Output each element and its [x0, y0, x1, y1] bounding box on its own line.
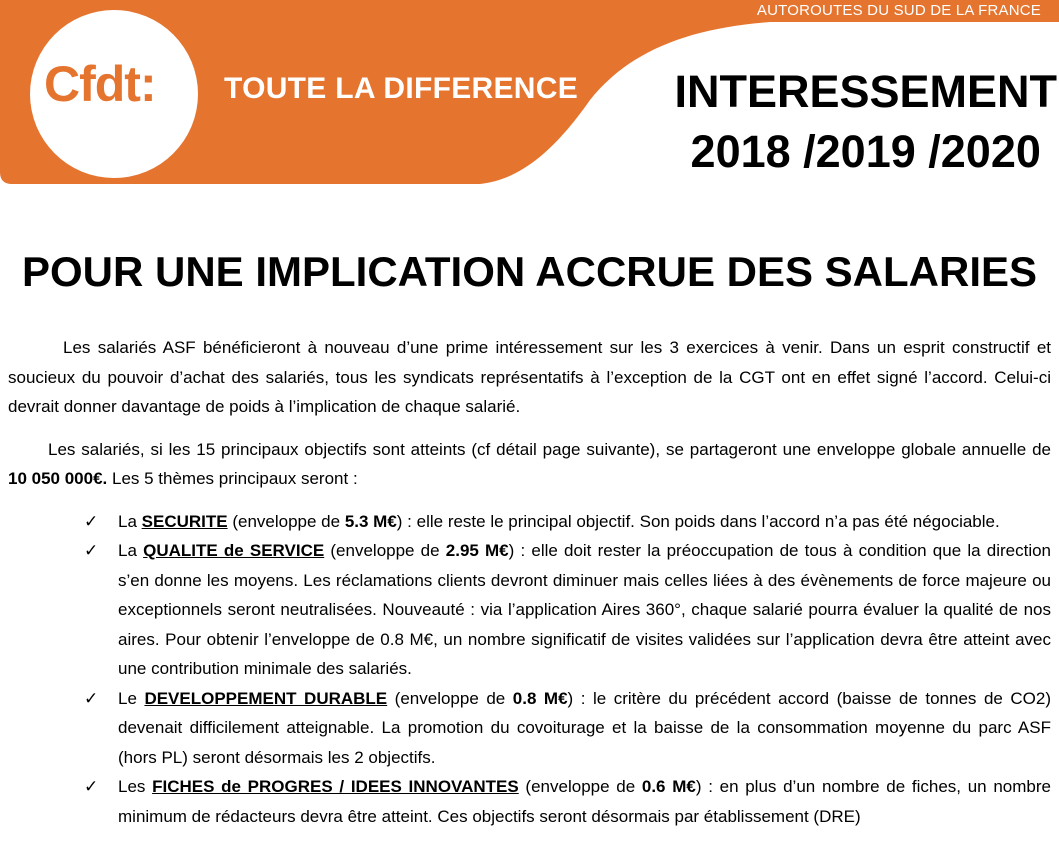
title-line-1: INTERESSEMENT — [674, 66, 1057, 117]
banner-subtitle: AUTOROUTES DU SUD DE LA FRANCE — [756, 2, 1041, 19]
list-item: ✓ Les FICHES de PROGRES / IDEES INNOVANTES (enveloppe de 0.6 M€) : en plus d’un nombre de fiches, un nombre minimum de rédacteurs devra être atteint. Ces objectifs seront désormais par établissement (DRE) — [118, 772, 1051, 831]
page-headline: POUR UNE IMPLICATION ACCRUE DES SALARIES — [21, 248, 1038, 295]
document-title — [674, 62, 1057, 182]
intro-paragraph-2: Les salariés, si les 15 principaux objectifs sont atteints (cf détail page suivante), se partageront une enveloppe globale annuelle de 10 050 000€. Les 5 thèmes principaux seront : — [8, 439, 1051, 488]
theme-amount: 2.95 M€ — [445, 541, 509, 560]
global-amount: 10 050 000€. — [8, 469, 108, 488]
theme-name: SECURITE — [141, 511, 228, 531]
cfdt-logo: Cfdt: — [44, 56, 156, 112]
list-item: ✓ La QUALITE de SERVICE (enveloppe de 2.95 M€) : elle doit rester la préoccupation de tous à condition que la direction s’en donne les moyens. Les réclamations clients devront diminuer mais celles liées à des évènements de force majeure ou exceptionnels seront neutralisées. Nouveauté : via l’application Aires 360°, chaque salarié pourra évaluer la qualité de nos aires. Pour obtenir l’enveloppe de 0.8 M€, un nombre significatif de visites validées sur l’application devra être atteint avec une contribution minimale des salariés. — [118, 536, 1051, 684]
list-item: ✓ La SECURITE (enveloppe de 5.3 M€) : elle reste le principal objectif. Son poids dans l’accord n’a pas été négociable. — [118, 507, 1051, 537]
checkmark-icon: ✓ — [84, 688, 99, 708]
title-line-2: 2018 /2019 /2020 — [690, 126, 1041, 177]
checkmark-icon: ✓ — [84, 541, 99, 560]
banner-slogan: TOUTE LA DIFFERENCE — [224, 72, 579, 105]
theme-amount: 5.3 M€ — [344, 511, 397, 531]
theme-amount: 0.6 M€ — [641, 777, 696, 796]
theme-name: QUALITE de SERVICE — [143, 541, 325, 560]
checkmark-icon: ✓ — [84, 777, 99, 796]
intro-paragraph-1: Les salariés ASF bénéficieront à nouveau d’une prime intéressement sur les 3 exercices à venir. Dans un esprit constructif et soucieux du pouvoir d’achat des salariés, tous les syndicats représentatifs à l’exception de la CGT ont en effet signé l’accord. Celui-ci devrait donner davantage de poids à l’implication de chaque salarié. — [8, 338, 1051, 416]
theme-amount: 0.8 M€ — [512, 688, 568, 708]
theme-name: FICHES de PROGRES / IDEES INNOVANTES — [152, 777, 519, 796]
document-body — [8, 333, 1051, 831]
theme-name: DEVELOPPEMENT DURABLE — [144, 688, 388, 708]
checkmark-icon: ✓ — [84, 511, 99, 531]
list-item: ✓ Le DEVELOPPEMENT DURABLE (enveloppe de 0.8 M€) : le critère du précédent accord (baisse de tonnes de CO2) devenait difficilement atteignable. La promotion du covoiturage et la baisse de la consommation moyenne du parc ASF (hors PL) seront désormais les 2 objectifs. — [118, 684, 1051, 773]
themes-list — [8, 507, 1051, 832]
